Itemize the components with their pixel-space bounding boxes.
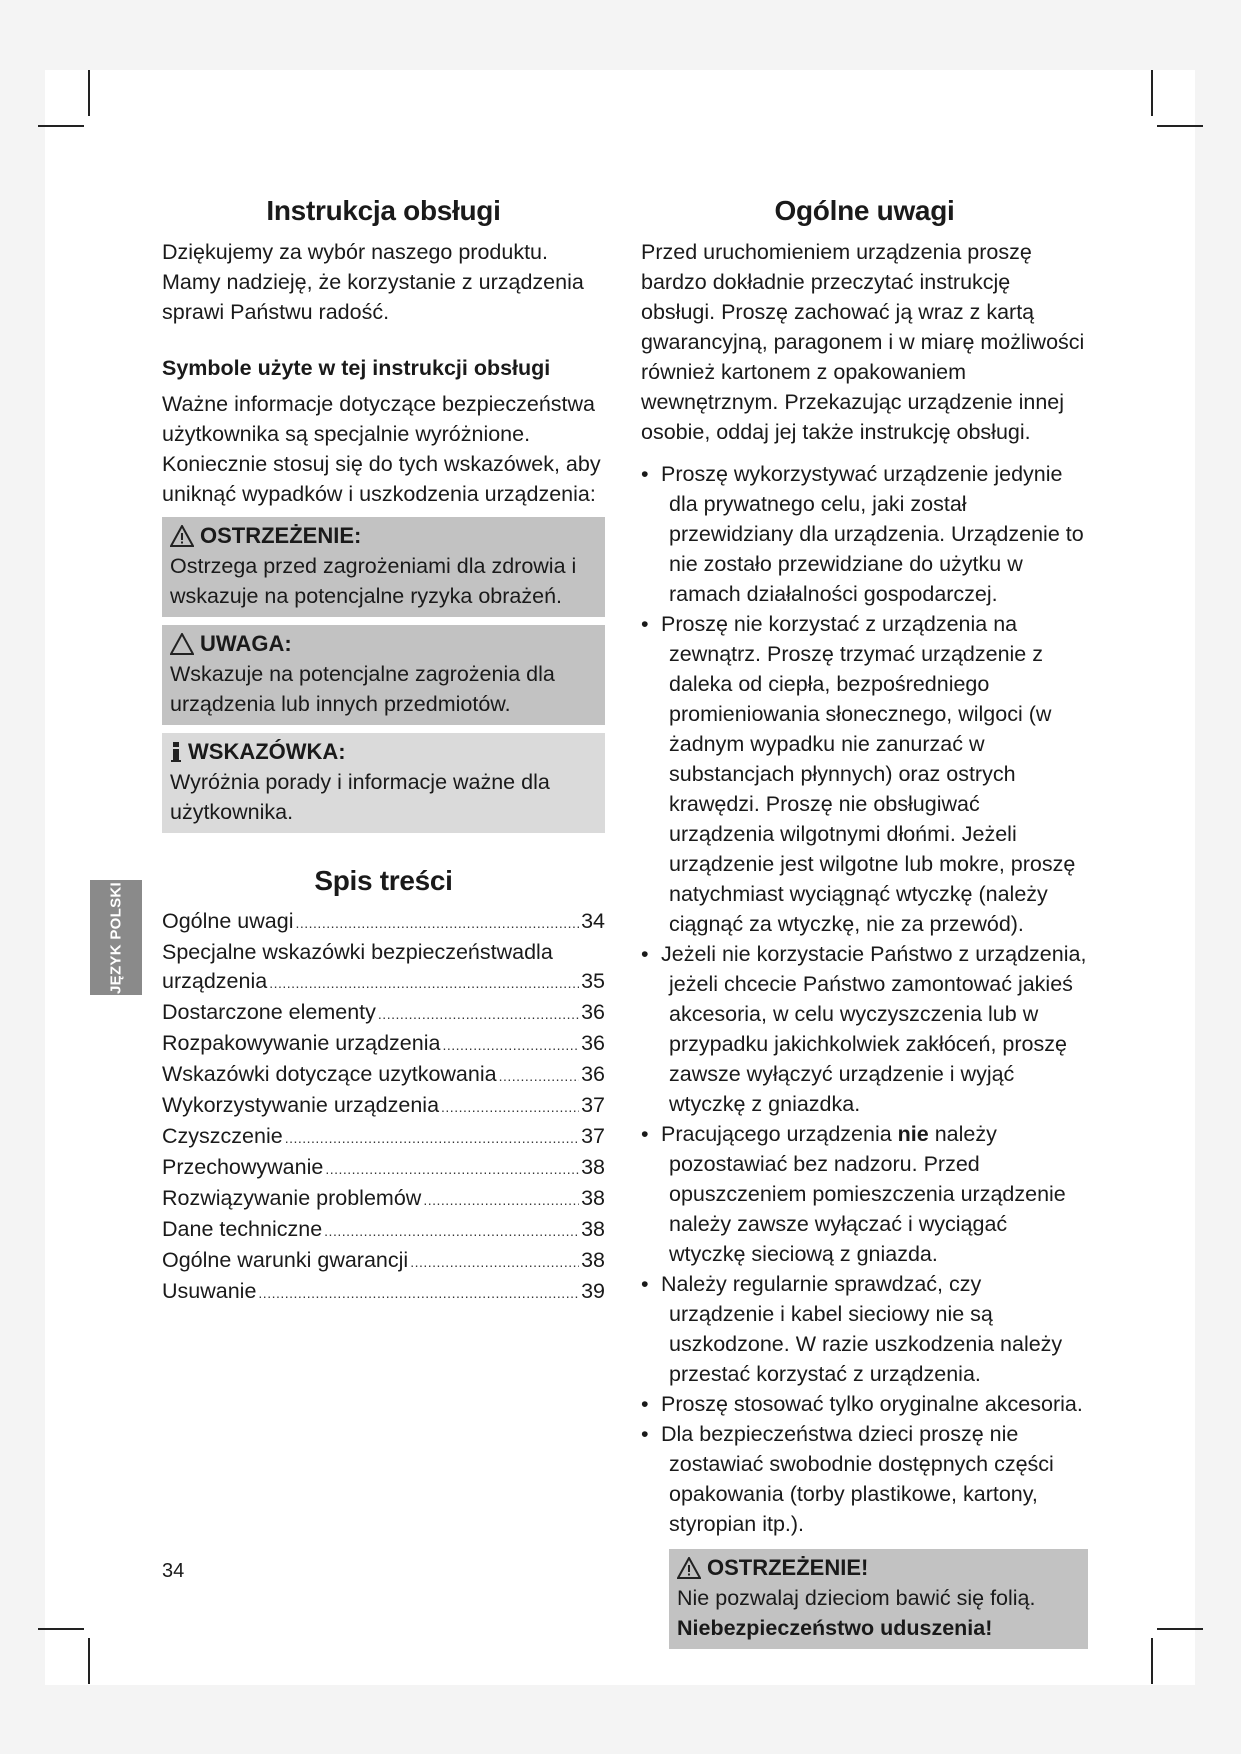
crop-mark xyxy=(38,125,84,127)
safety-list xyxy=(641,459,1088,1539)
list-item: • Pracującego urządzenia nie należy pozostawiać bez nadzoru. Przed opuszczeniem pomieszczenia urządzenie należy zawsze wyłączać i wyciągać wtyczkę sieciową z gniazda. xyxy=(641,1122,1066,1266)
list-item: • Proszę nie korzystać z urządzenia na zewnątrz. Proszę trzymać urządzenie z daleka od ciepła, bezpośredniego promieniowania słonecznego, wilgoci (w żadnym wypadku nie zanurzać w substancjach płynnych) oraz ostrych krawędzi. Proszę nie obsługiwać urządzenia wilgotnymi dłońmi. Jeżeli urządzenie jest wilgotne lub mokre, proszę natychmiast wyciągnąć wtyczkę (należy ciągnąć za wtyczkę, nie za przewód). xyxy=(641,612,1076,936)
intro-text: Dziękujemy za wybór naszego produktu. Mamy nadzieję, że korzystanie z urządzenia sprawi Państwu radość. xyxy=(162,240,584,324)
crop-mark xyxy=(38,1628,84,1630)
language-tab-label: JĘZYK POLSKI xyxy=(107,881,125,994)
notice-title: OSTRZEŻENIE: xyxy=(200,523,362,548)
crop-mark xyxy=(1157,125,1203,127)
list-item: • Należy regularnie sprawdzać, czy urządzenie i kabel sieciowy nie są uszkodzone. W razie uszkodzenia należy przestać korzystać z urządzenia. xyxy=(641,1272,1063,1386)
warning-text: Nie pozwalaj dzieciom bawić się folią. Niebezpieczeństwo uduszenia! xyxy=(677,1586,1036,1640)
list-item: • Jeżeli nie korzystacie Państwo z urządzenia, jeżeli chcecie Państwo zamontować jakieś akcesoria, w celu wyczyszczenia lub w przypadku jakichkolwiek zakłóceń, proszę zawsze wyłączyć urządzenie i wyjąć wtyczkę z gniazdka. xyxy=(641,942,1087,1116)
crop-mark xyxy=(88,70,90,116)
crop-mark xyxy=(1157,1628,1203,1630)
instructions-title: Instrukcja obsługi xyxy=(266,195,501,226)
general-notes-title: Ogólne uwagi xyxy=(774,195,955,226)
toc-item[interactable]: Specjalne wskazówki bezpieczeństwadla xyxy=(162,940,553,964)
list-item: • Proszę wykorzystywać urządzenie jedynie dla prywatnego celu, jaki został przewidziany dla urządzenia. Urządzenie to nie zostało przewidziane do użytku w ramach działalności gospodarczej. xyxy=(641,462,1084,606)
notice-caution xyxy=(162,625,605,725)
symbols-text: Ważne informacje dotyczące bezpieczeństwa użytkownika są specjalnie wyróżnione. Koniecznie stosuj się do tych wskazówek, aby uniknąć wypadków i uszkodzenia urządzenia: xyxy=(162,392,601,506)
toc-item[interactable]: Usuwanie ..... 39 xyxy=(162,1277,605,1308)
toc-item[interactable]: Rozwiązywanie problemów ..... 38 xyxy=(162,1184,605,1215)
notice-text: Wskazuje na potencjalne zagrożenia dla urządzenia lub innych przedmiotów. xyxy=(170,662,555,716)
warning-icon xyxy=(170,525,194,547)
list-item: • Proszę stosować tylko oryginalne akcesoria. xyxy=(641,1392,1083,1416)
toc-item[interactable]: Ogólne uwagi ..... 34 xyxy=(162,907,605,938)
notice-title: UWAGA: xyxy=(200,631,292,656)
toc-item[interactable]: Ogólne warunki gwarancji ..... 38 xyxy=(162,1246,605,1277)
notice-hint xyxy=(162,733,605,833)
notice-text: Ostrzega przed zagrożeniami dla zdrowia i wskazuje na potencjalne ryzyka obrażeń. xyxy=(170,554,577,608)
left-column xyxy=(162,195,605,1308)
page-number: 34 xyxy=(162,1560,185,1582)
language-tab xyxy=(90,880,142,995)
toc-item[interactable]: Wykorzystywanie urządzenia ..... 37 xyxy=(162,1091,605,1122)
notice-warning xyxy=(162,517,605,617)
info-icon xyxy=(170,741,182,763)
table-of-contents xyxy=(162,907,605,1308)
toc-item[interactable]: Dane techniczne ..... 38 xyxy=(162,1215,605,1246)
warning-title: OSTRZEŻENIE! xyxy=(707,1555,869,1580)
toc-item-continued[interactable]: urządzenia ..... 35 xyxy=(162,967,605,998)
general-intro: Przed uruchomieniem urządzenia proszę bardzo dokładnie przeczytać instrukcję obsługi. Proszę zachować ją wraz z kartą gwarancyjną, paragonem i w miarę możliwości również kartonem z opakowaniem wewnętrznym. Przekazując urządzenie innej osobie, oddaj jej także instrukcję obsługi. xyxy=(641,240,1085,444)
toc-item[interactable]: Wskazówki dotyczące uzytkowania ..... 36 xyxy=(162,1060,605,1091)
toc-item[interactable]: Dostarczone elementy ..... 36 xyxy=(162,998,605,1029)
caution-icon xyxy=(170,633,194,655)
crop-mark xyxy=(88,1638,90,1684)
crop-mark xyxy=(1151,70,1153,116)
warning-icon xyxy=(677,1557,701,1579)
toc-item[interactable]: Czyszczenie ..... 37 xyxy=(162,1122,605,1153)
right-column xyxy=(641,195,1088,1649)
crop-mark xyxy=(1151,1638,1153,1684)
list-item: • Dla bezpieczeństwa dzieci proszę nie zostawiać swobodnie dostępnych części opakowania (torby plastikowe, kartony, styropian itp.). xyxy=(641,1422,1054,1536)
notice-title: WSKAZÓWKA: xyxy=(188,739,346,764)
suffocation-warning xyxy=(669,1549,1088,1649)
notice-text: Wyróżnia porady i informacje ważne dla użytkownika. xyxy=(170,770,550,824)
toc-title: Spis treści xyxy=(314,865,453,896)
symbols-heading: Symbole użyte w tej instrukcji obsługi xyxy=(162,356,551,380)
toc-item[interactable]: Rozpakowywanie urządzenia ..... 36 xyxy=(162,1029,605,1060)
toc-item[interactable]: Przechowywanie ..... 38 xyxy=(162,1153,605,1184)
